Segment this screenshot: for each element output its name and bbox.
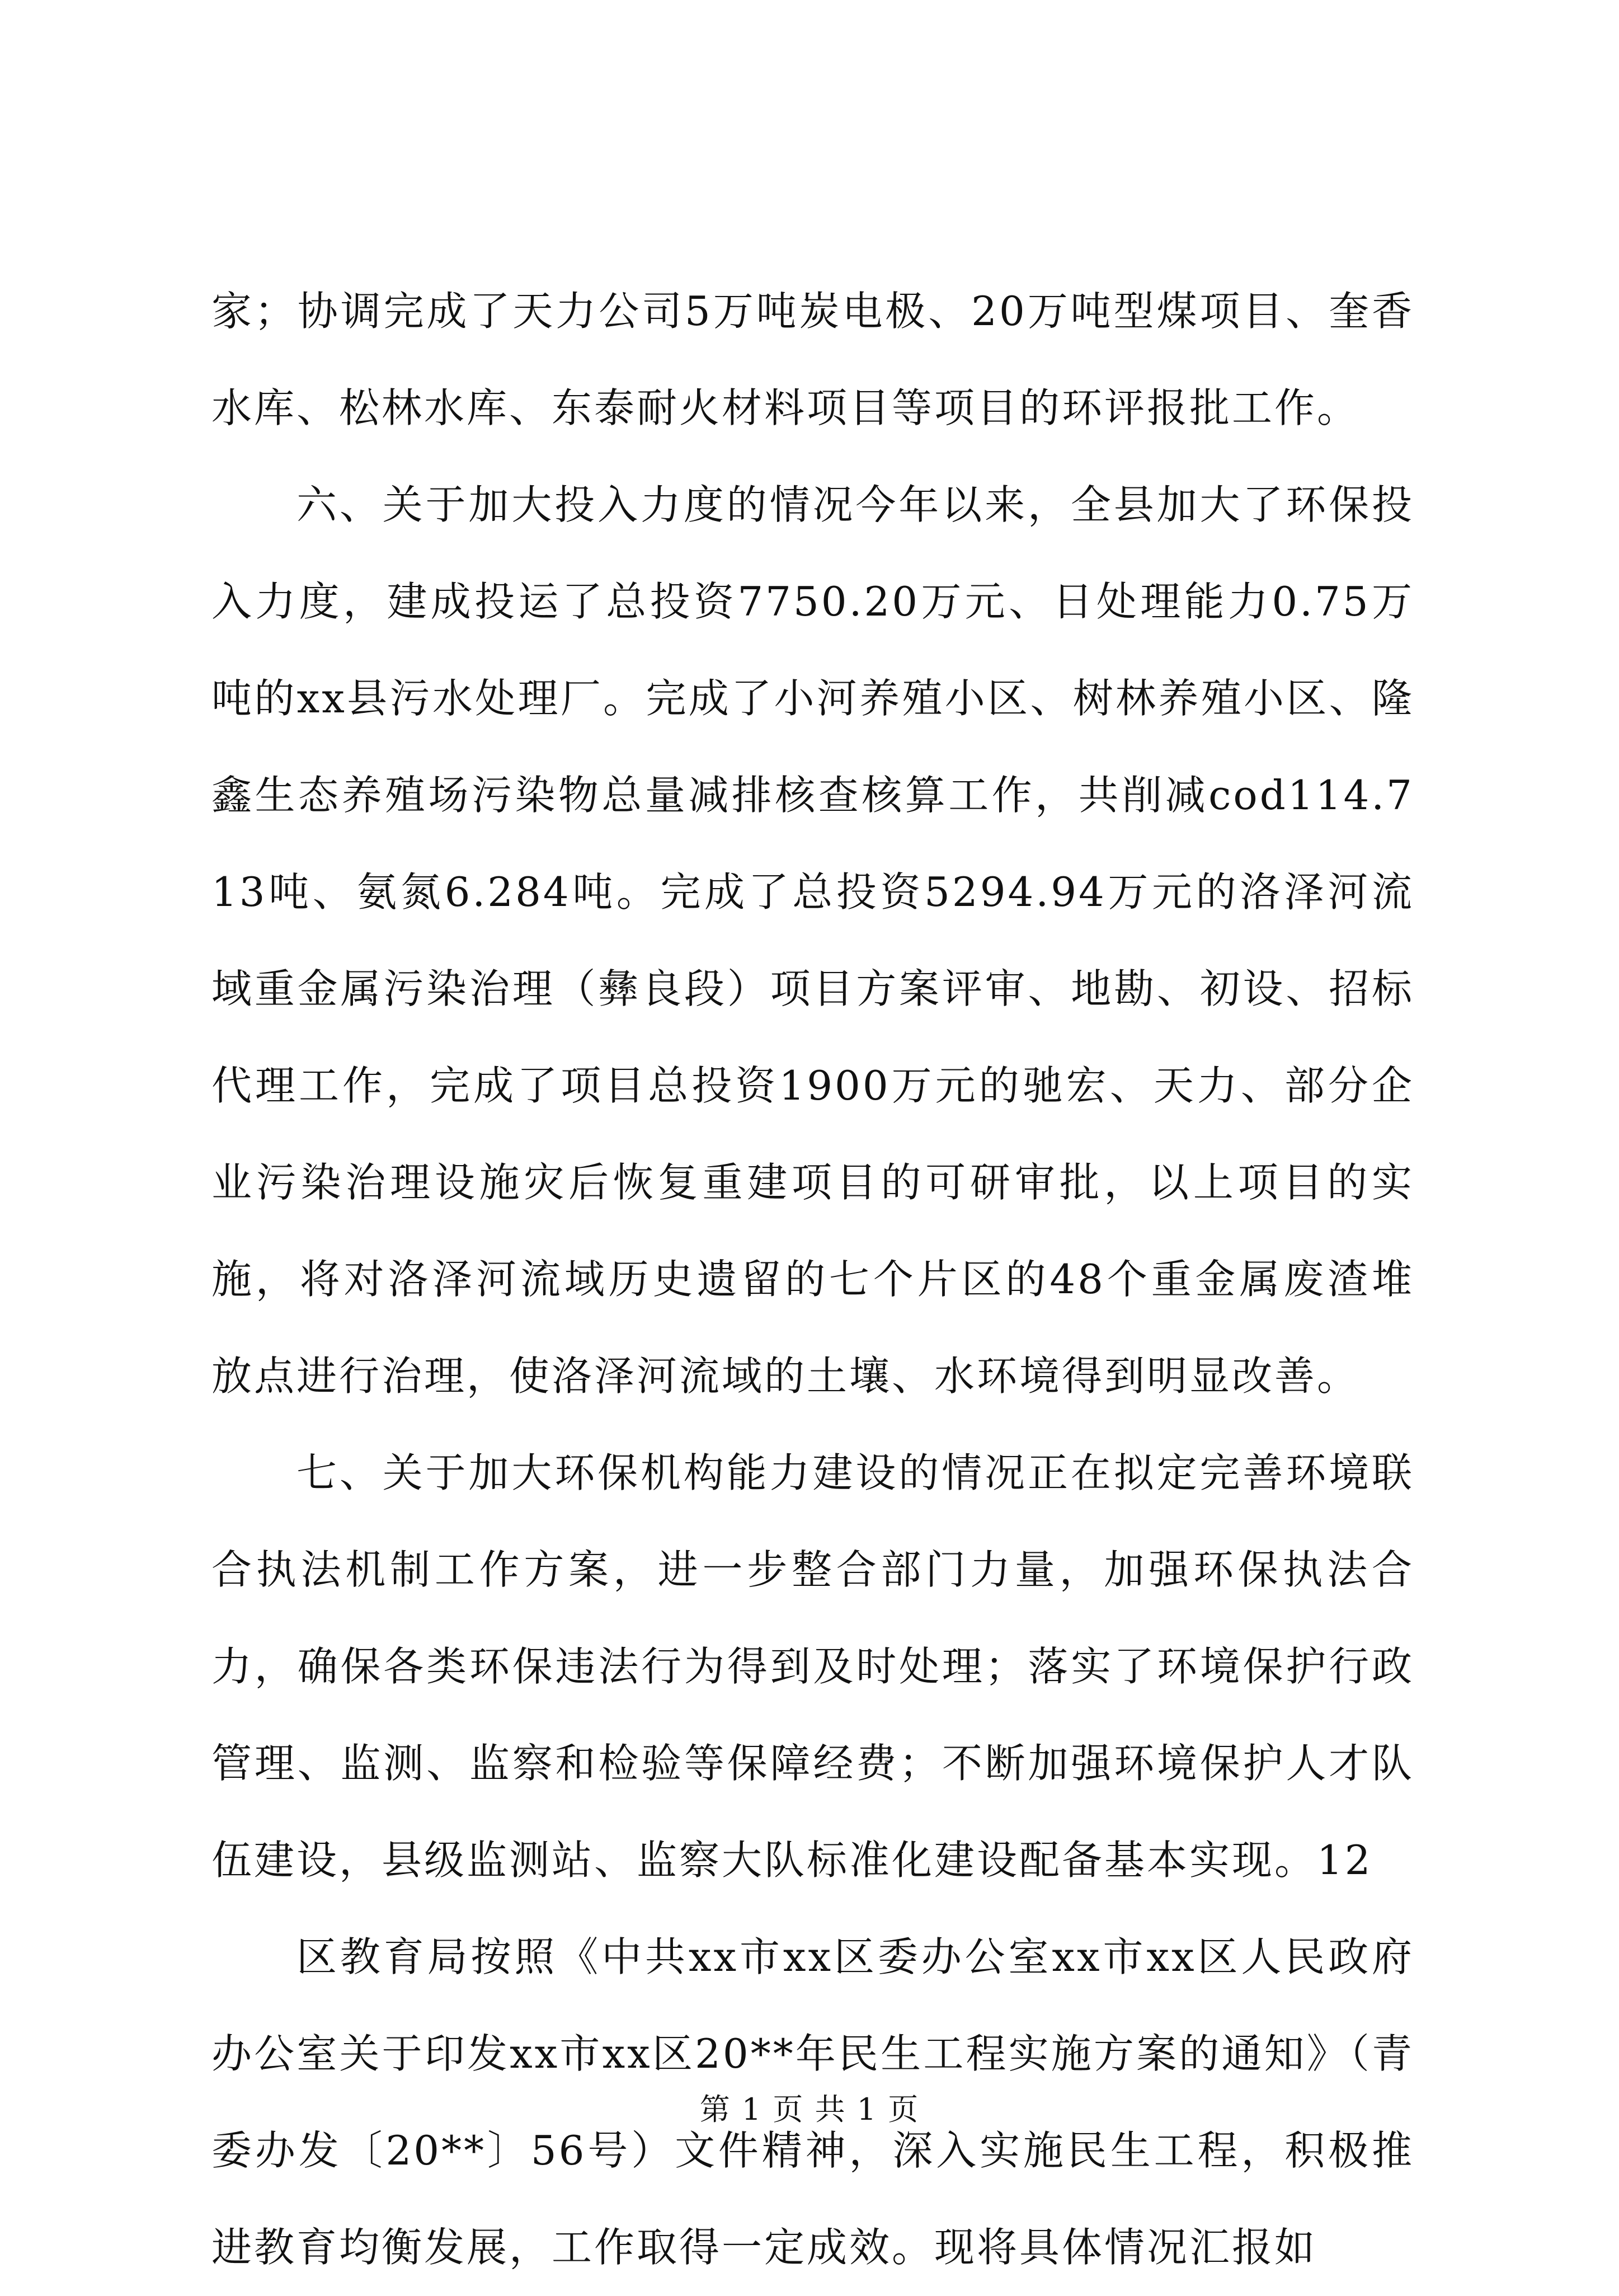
page-footer: 第 1 页 共 1 页 (699, 2092, 920, 2127)
paragraph-capacity-building: 七、关于加大环保机构能力建设的情况正在拟定完善环境联合执法机制工作方案，进一步整合部门力量，加强环保执法合力，确保各类环保违法行为得到及时处理；落实了环境保护行政管理、监测、监察和检验等保障经费；不断加强环境保护人才队伍建设，县级监测站、监察大队标准化建设配备基本实现。12 (211, 1449, 1414, 1884)
paragraph-education-bureau: 区教育局按照《中共xx市xx区委办公室xx市xx区人民政府办公室关于印发xx市xx区20**年民生工程实施方案的通知》（青委办发〔20**〕56号）文件精神，深入实施民生工程，积极推进教育均衡发展，工作取得一定成效。现将具体情况汇报如 (211, 1933, 1414, 2271)
paragraph-investment: 六、关于加大投入力度的情况今年以来，全县加大了环保投入力度，建成投运了总投资7750.20万元、日处理能力0.75万吨的xx县污水处理厂。完成了小河养殖小区、树林养殖小区、隆鑫生态养殖场污染物总量减排核查核算工作，共削减cod114.713吨、氨氮6.284吨。完成了总投资5294.94万元的洛泽河流域重金属污染治理（彝良段）项目方案评审、地勘、初设、招标代理工作，完成了项目总投资1900万元的驰宏、天力、部分企业污染治理设施灾后恢复重建项目的可研审批，以上项目的实施，将对洛泽河流域历史遗留的七个片区的48个重金属废渣堆放点进行治理，使洛泽河流域的土壤、水环境得到明显改善。 (211, 481, 1414, 1400)
document-body (211, 263, 1414, 2296)
paragraph-continuation: 家；协调完成了天力公司5万吨炭电极、20万吨型煤项目、奎香水库、松林水库、东泰耐火材料项目等项目的环评报批工作。 (211, 288, 1414, 431)
